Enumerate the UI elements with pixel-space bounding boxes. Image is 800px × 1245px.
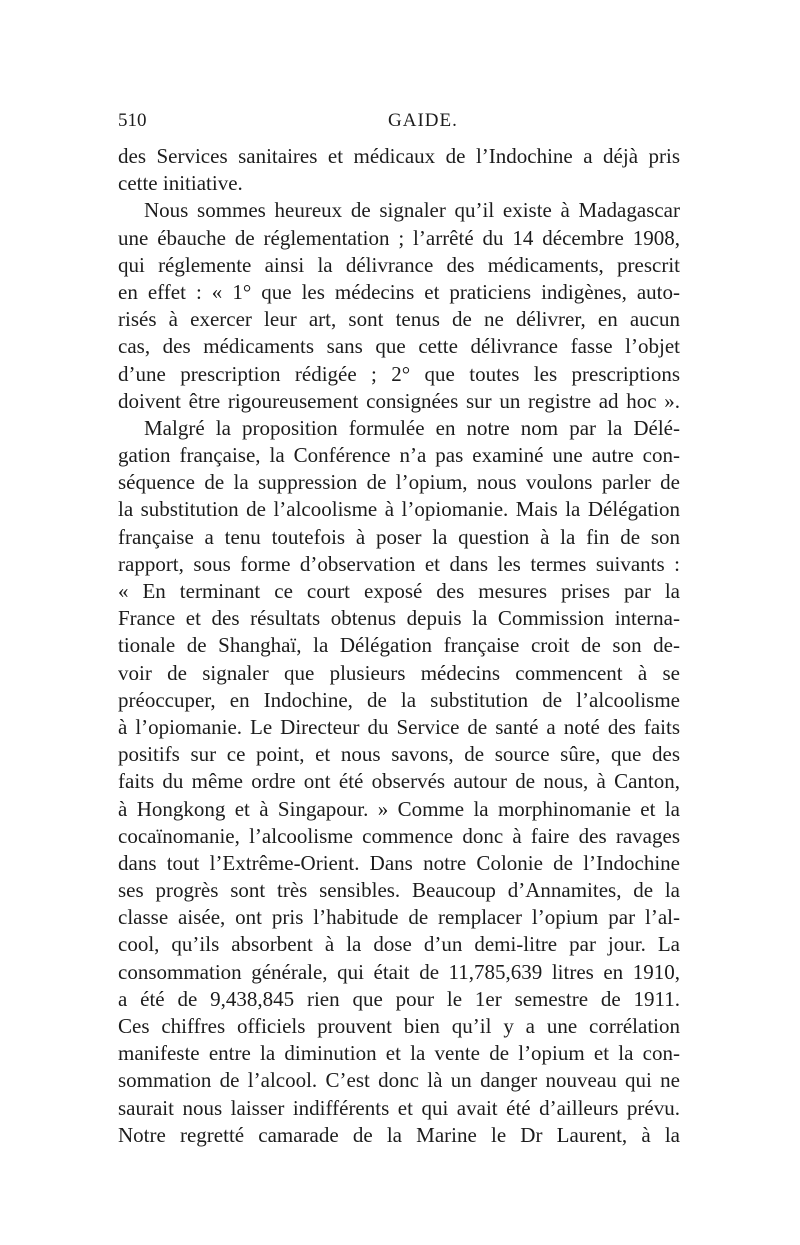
- text-line: rapport, sous forme d’observation et dans les termes suivants :: [118, 551, 680, 576]
- running-head: GAIDE.: [388, 110, 458, 131]
- text-line: a été de 9,438,845 rien que pour le 1er semestre de 1911.: [118, 986, 680, 1011]
- text-line: sommation de l’alcool. C’est donc là un danger nouveau qui ne: [118, 1068, 680, 1093]
- text-line: préoccuper, en Indochine, de la substitution de l’alcoolisme: [118, 687, 680, 712]
- text-line: des Services sanitaires et médicaux de l’Indochine a déjà pris: [118, 144, 680, 168]
- text-line: Notre regretté camarade de la Marine le Dr Laurent, à la: [118, 1122, 680, 1147]
- text-line: positifs sur ce point, et nous savons, de source sûre, que des: [118, 742, 680, 767]
- text-line: à Hongkong et à Singapour. » Comme la morphinomanie et la: [118, 796, 680, 821]
- text-line: Malgré la proposition formulée en notre nom par la Délé-: [144, 415, 680, 440]
- text-line: d’une prescription rédigée ; 2° que toutes les prescriptions: [118, 361, 680, 386]
- text-line: saurait nous laisser indifférents et qui avait été d’ailleurs prévu.: [118, 1095, 680, 1120]
- text-line: gation française, la Conférence n’a pas examiné une autre con-: [118, 443, 680, 468]
- text-line: consommation générale, qui était de 11,785,639 litres en 1910,: [118, 959, 680, 984]
- text-line: tionale de Shanghaï, la Délégation française croit de son de-: [118, 633, 680, 658]
- text-line: Ces chiffres officiels prouvent bien qu’il y a une corrélation: [118, 1014, 680, 1038]
- text-line: classe aisée, ont pris l’habitude de remplacer l’opium par l’al-: [118, 905, 680, 930]
- text-line: à l’opiomanie. Le Directeur du Service de santé a noté des faits: [118, 714, 680, 739]
- text-line: qui réglemente ainsi la délivrance des médicaments, prescrit: [118, 252, 680, 277]
- text-line: cocaïnomanie, l’alcoolisme commence donc à faire des ravages: [118, 823, 680, 848]
- text-line: française a tenu toutefois à poser la question à la fin de son: [118, 524, 680, 549]
- text-line: « En terminant ce court exposé des mesures prises par la: [118, 579, 680, 603]
- page-header: [118, 110, 680, 138]
- body-text: [118, 143, 680, 1149]
- text-line: manifeste entre la diminution et la vente de l’opium et la con-: [118, 1041, 680, 1066]
- text-line: France et des résultats obtenus depuis la Commission interna-: [118, 606, 680, 631]
- text-line: doivent être rigoureusement consignées sur un registre ad hoc ».: [118, 388, 680, 413]
- text-line: cas, des médicaments sans que cette délivrance fasse l’objet: [118, 334, 680, 359]
- text-line: risés à exercer leur art, sont tenus de ne délivrer, en aucun: [118, 307, 680, 332]
- text-line: la substitution de l’alcoolisme à l’opiomanie. Mais la Délégation: [118, 497, 680, 522]
- text-line: séquence de la suppression de l’opium, nous voulons parler de: [118, 470, 680, 495]
- text-line: faits du même ordre ont été observés autour de nous, à Canton,: [118, 769, 680, 794]
- page-number: 510: [118, 110, 147, 131]
- text-line: dans tout l’Extrême-Orient. Dans notre Colonie de l’Indochine: [118, 850, 680, 875]
- text-line: une ébauche de réglementation ; l’arrêté du 14 décembre 1908,: [118, 225, 680, 250]
- text-line: voir de signaler que plusieurs médecins commencent à se: [118, 660, 680, 685]
- text-line: en effet : « 1° que les médecins et praticiens indigènes, auto-: [118, 279, 680, 304]
- text-line: cette initiative.: [118, 171, 243, 196]
- text-line: cool, qu’ils absorbent à la dose d’un demi-litre par jour. La: [118, 932, 680, 957]
- text-line: ses progrès sont très sensibles. Beaucoup d’Annamites, de la: [118, 878, 680, 903]
- text-line: Nous sommes heureux de signaler qu’il existe à Madagascar: [144, 198, 680, 223]
